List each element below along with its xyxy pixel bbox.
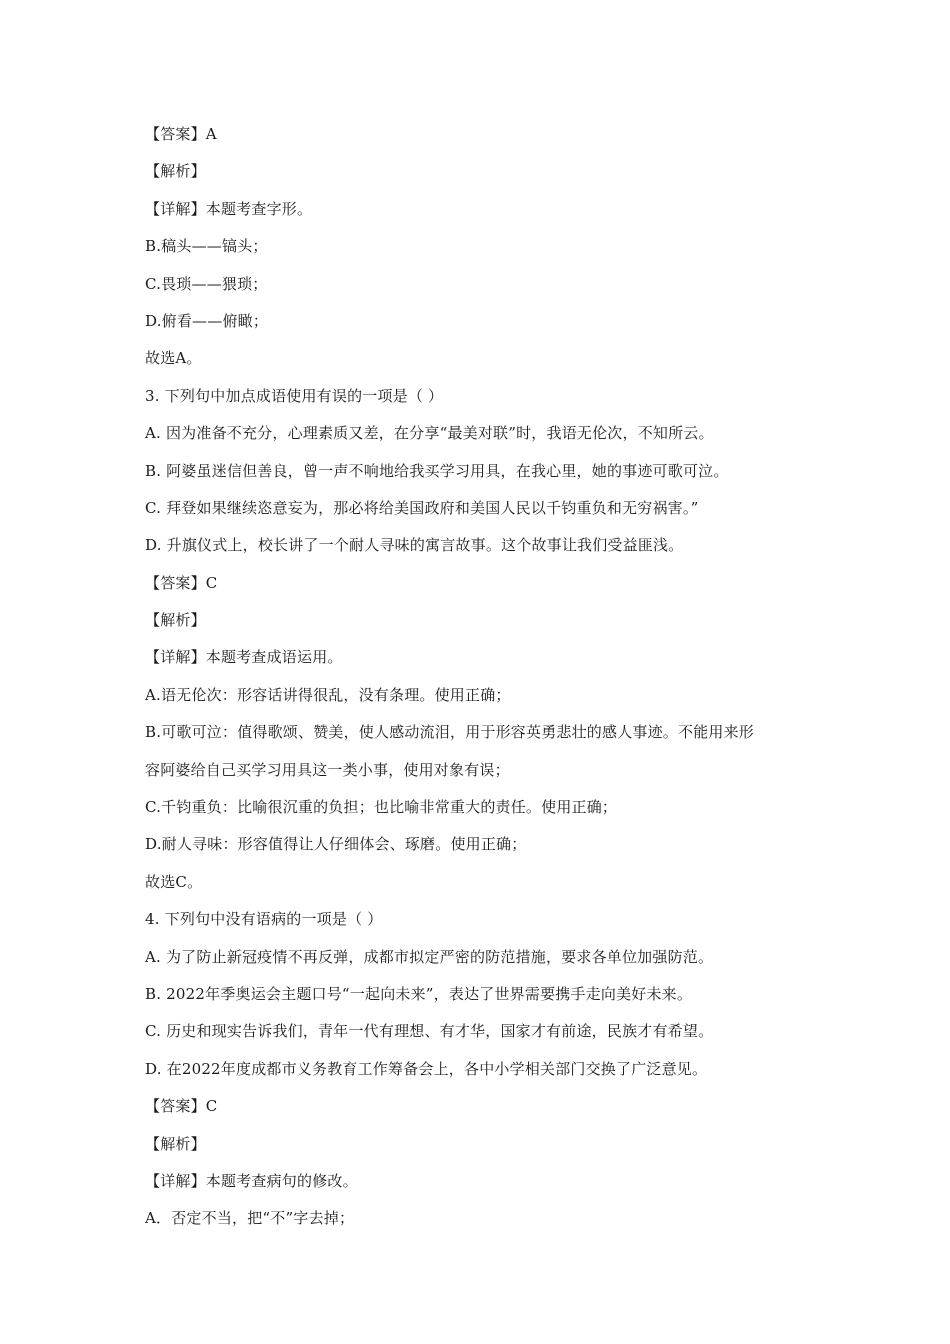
detail-label-q4: 【详解】本题考查病句的修改。 [145,1171,358,1190]
option-c-q4: C. 历史和现实告诉我们，青年一代有理想、有才华，国家才有前途，民族才有希望。 [145,1022,714,1041]
detail-line-b-q2: B.稿头——镐头； [145,237,268,256]
answer-label-q4: 【答案】C [145,1097,218,1116]
detail-line-c-q3: C.千钧重负：比喻很沉重的负担；也比喻非常重大的责任。使用正确； [145,798,618,817]
question-3: 3. 下列句中加点成语使用有误的一项是（ ） [145,386,444,405]
option-b-q4: B. 2022年季奥运会主题口号“一起向未来”，表达了世界需要携手走向美好未来。 [145,984,693,1003]
option-b-q3: B. 阿婆虽迷信但善良，曾一声不响地给我买学习用具，在我心里，她的事迹可歌可泣。 [145,461,729,480]
detail-line-d-q2: D.俯看——俯瞰； [145,311,269,330]
option-c-q3: C. 拜登如果继续恣意妄为，那必将给美国政府和美国人民以千钧重负和无穷祸害。” [145,498,699,517]
analysis-label-q4: 【解析】 [145,1134,206,1153]
detail-line-b-q3-cont: 容阿婆给自己买学习用具这一类小事，使用对象有误； [145,760,510,779]
answer-label-q2: 【答案】A [145,125,217,143]
analysis-label-q3: 【解析】 [145,611,206,630]
option-a-q4: A. 为了防止新冠疫情不再反弹，成都市拟定严密的防范措施，要求各单位加强防范。 [145,947,714,966]
option-a-q3: A. 因为准备不充分，心理素质又差，在分享“最美对联”时，我语无伦次，不知所云。 [145,424,714,443]
detail-line-c-q2: C.畏琐——猥琐； [145,274,268,293]
detail-line-a-q4: A．否定不当，把“不”字去掉； [145,1209,355,1228]
option-d-q3: D. 升旗仪式上，校长讲了一个耐人寻味的寓言故事。这个故事让我们受益匪浅。 [145,536,684,555]
question-4: 4. 下列句中没有语病的一项是（ ） [145,910,383,929]
option-d-q4: D. 在2022年度成都市义务教育工作筹备会上，各中小学相关部门交换了广泛意见。 [145,1059,708,1078]
conclusion-q2: 故选A。 [145,349,202,368]
answer-label-q3: 【答案】C [145,573,218,592]
detail-label-q3: 【详解】本题考查成语运用。 [145,648,343,667]
detail-line-d-q3: D.耐人寻味：形容值得让人仔细体会、琢磨。使用正确； [145,835,527,854]
detail-line-a-q3: A.语无伦次：形容话讲得很乱，没有条理。使用正确； [145,685,511,704]
detail-line-b-q3: B.可歌可泣：值得歌颂、赞美，使人感动流泪，用于形容英勇悲壮的感人事迹。不能用来形 [145,723,754,742]
conclusion-q3: 故选C。 [145,872,203,891]
document-body [145,119,825,1241]
analysis-label-q2: 【解析】 [145,162,206,181]
detail-label-q2: 【详解】本题考查字形。 [145,199,313,218]
